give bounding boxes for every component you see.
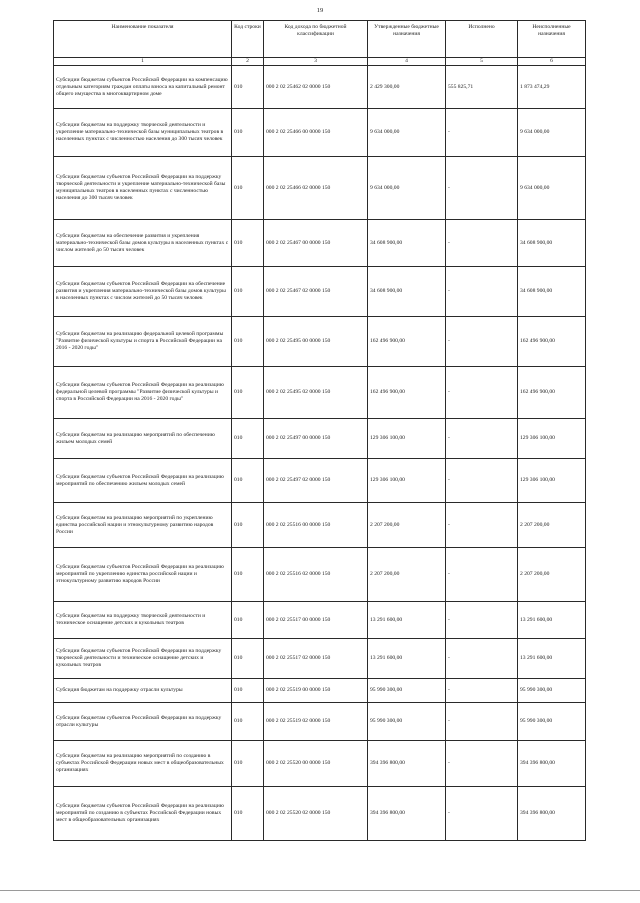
row-approved: 129 306 100,00 [368,419,446,459]
row-approved: 394 396 800,00 [368,787,446,841]
row-line-code: 010 [232,220,264,267]
table-row [54,703,586,741]
row-executed: - [446,548,518,602]
row-name: Субсидии бюджетам на поддержку творческой деятельности и укрепление материально-технической базы муниципальных театров в населенных пунктах с численностью населения до 300 тысяч человек [54,109,232,157]
row-line-code: 010 [232,703,264,741]
row-income-code: 000 2 02 25520 02 0000 150 [264,787,368,841]
row-approved: 9 634 000,00 [368,157,446,220]
row-name: Субсидии бюджетам субъектов Российской Федерации на поддержку творческой деятельности и техническое оснащение детских и кукольных театров [54,639,232,679]
row-line-code: 010 [232,66,264,109]
row-executed: 555 825,71 [446,66,518,109]
row-executed: - [446,109,518,157]
row-line-code: 010 [232,741,264,787]
row-name: Субсидии бюджетам на реализацию федеральной целевой программы "Развитие физической культуры и спорта в Российской Федерации на 2016 - 2020 годы" [54,317,232,367]
header-row [54,21,586,58]
row-name: Субсидии бюджетам субъектов Российской Федерации на компенсацию отдельным категориям граждан оплаты взноса на капитальный ремонт общего имущества в многоквартирном доме [54,66,232,109]
row-approved: 34 608 900,00 [368,220,446,267]
row-income-code: 000 2 02 25467 02 0000 150 [264,267,368,317]
header-remaining: Неисполненные назначения [518,21,586,58]
row-approved: 129 306 100,00 [368,459,446,503]
table-row [54,787,586,841]
row-executed: - [446,157,518,220]
row-line-code: 010 [232,109,264,157]
row-name: Субсидии бюджетам субъектов Российской Федерации на реализацию мероприятий по укреплению единства российской нации и этнокультурному развитию народов России [54,548,232,602]
row-remaining: 95 990 300,00 [518,679,586,703]
row-line-code: 010 [232,548,264,602]
page-bottom-rule [0,890,640,891]
column-number: 6 [518,58,586,66]
table-row [54,109,586,157]
row-line-code: 010 [232,267,264,317]
table-row [54,367,586,419]
budget-execution-table [53,20,586,841]
table-row [54,157,586,220]
row-income-code: 000 2 02 25467 00 0000 150 [264,220,368,267]
row-remaining: 9 634 000,00 [518,157,586,220]
table-row [54,459,586,503]
row-income-code: 000 2 02 25497 02 0000 150 [264,459,368,503]
row-income-code: 000 2 02 25497 00 0000 150 [264,419,368,459]
row-income-code: 000 2 02 25466 00 0000 150 [264,109,368,157]
column-number: 4 [368,58,446,66]
row-approved: 95 990 300,00 [368,703,446,741]
row-executed: - [446,703,518,741]
row-remaining: 162 496 900,00 [518,317,586,367]
table-row [54,602,586,639]
row-line-code: 010 [232,367,264,419]
header-approved: Утвержденные бюджетные назначения [368,21,446,58]
row-executed: - [446,220,518,267]
row-remaining: 95 990 300,00 [518,703,586,741]
row-approved: 162 496 900,00 [368,367,446,419]
row-remaining: 1 873 474,29 [518,66,586,109]
row-executed: - [446,679,518,703]
row-remaining: 2 207 200,00 [518,548,586,602]
row-executed: - [446,419,518,459]
row-remaining: 2 207 200,00 [518,503,586,548]
row-approved: 9 634 000,00 [368,109,446,157]
row-approved: 394 396 800,00 [368,741,446,787]
row-remaining: 34 608 900,00 [518,220,586,267]
row-approved: 2 207 200,00 [368,548,446,602]
row-remaining: 9 634 000,00 [518,109,586,157]
row-name: Субсидии бюджетам субъектов Российской Федерации на обеспечение развития и укрепления материально-технической базы домов культуры в населенных пунктах с числом жителей до 50 тысяч человек [54,267,232,317]
row-approved: 162 496 900,00 [368,317,446,367]
row-name: Субсидии бюджетам субъектов Российской Федерации на реализацию федеральной целевой программы "Развитие физической культуры и спорта в Российской Федерации на 2016 - 2020 годы" [54,367,232,419]
table-row [54,679,586,703]
table-row [54,639,586,679]
row-line-code: 010 [232,679,264,703]
row-name: Субсидии бюджетам субъектов Российской Федерации на поддержку отрасли культуры [54,703,232,741]
row-name: Субсидии бюджетам на реализацию мероприятий по созданию в субъектах Российской Федерации новых мест в общеобразовательных организациях [54,741,232,787]
row-line-code: 010 [232,639,264,679]
row-executed: - [446,741,518,787]
column-number: 3 [264,58,368,66]
row-income-code: 000 2 02 25517 00 0000 150 [264,602,368,639]
row-income-code: 000 2 02 25519 02 0000 150 [264,703,368,741]
row-income-code: 000 2 02 25462 02 0000 150 [264,66,368,109]
header-executed: Исполнено [446,21,518,58]
row-remaining: 129 306 100,00 [518,419,586,459]
row-name: Субсидии бюджетам субъектов Российской Федерации на поддержку творческой деятельности и укрепление материально-технической базы муниципальных театров в населенных пунктах с численностью населения до 300 тысяч человек [54,157,232,220]
row-approved: 34 608 900,00 [368,267,446,317]
row-executed: - [446,459,518,503]
header-line-code: Код строки [232,21,264,58]
table-row [54,741,586,787]
row-executed: - [446,503,518,548]
header-income-code: Код дохода по бюджетной классификации [264,21,368,58]
row-approved: 13 291 600,00 [368,602,446,639]
row-income-code: 000 2 02 25495 02 0000 150 [264,367,368,419]
table-row [54,317,586,367]
row-approved: 2 207 200,00 [368,503,446,548]
row-name: Субсидии бюджетам субъектов Российской Федерации на реализацию мероприятий по созданию в субъектах Российской Федерации новых мест в общеобразовательных организациях [54,787,232,841]
row-line-code: 010 [232,157,264,220]
row-executed: - [446,787,518,841]
page-number: 19 [316,7,324,14]
row-name: Субсидии бюджетам субъектов Российской Федерации на реализацию мероприятий по обеспечению жильем молодых семей [54,459,232,503]
row-line-code: 010 [232,602,264,639]
row-remaining: 394 396 800,00 [518,741,586,787]
column-number-row [54,58,586,66]
column-number: 5 [446,58,518,66]
row-name: Субсидии бюджетам на обеспечение развития и укрепления материально-технической базы домов культуры в населенных пунктах с числом жителей до 50 тысяч человек [54,220,232,267]
row-line-code: 010 [232,503,264,548]
row-line-code: 010 [232,317,264,367]
row-income-code: 000 2 02 25520 00 0000 150 [264,741,368,787]
table-row [54,66,586,109]
row-executed: - [446,639,518,679]
row-income-code: 000 2 02 25516 00 0000 150 [264,503,368,548]
row-income-code: 000 2 02 25516 02 0000 150 [264,548,368,602]
row-name: Субсидии бюджетам на реализацию мероприятий по обеспечению жильем молодых семей [54,419,232,459]
row-name: Субсидия бюджетам на поддержку отрасли культуры [54,679,232,703]
table-row [54,267,586,317]
row-line-code: 010 [232,459,264,503]
row-approved: 95 990 300,00 [368,679,446,703]
row-line-code: 010 [232,787,264,841]
header-indicator-name: Наименование показателя [54,21,232,58]
row-remaining: 394 396 800,00 [518,787,586,841]
row-remaining: 13 291 600,00 [518,639,586,679]
table-row [54,220,586,267]
row-income-code: 000 2 02 25519 00 0000 150 [264,679,368,703]
row-line-code: 010 [232,419,264,459]
row-income-code: 000 2 02 25495 00 0000 150 [264,317,368,367]
table-row [54,548,586,602]
row-approved: 13 291 600,00 [368,639,446,679]
row-income-code: 000 2 02 25466 02 0000 150 [264,157,368,220]
row-executed: - [446,367,518,419]
table-row [54,419,586,459]
row-income-code: 000 2 02 25517 02 0000 150 [264,639,368,679]
row-remaining: 129 306 100,00 [518,459,586,503]
row-remaining: 34 608 900,00 [518,267,586,317]
row-name: Субсидии бюджетам на реализацию мероприятий по укреплению единства российской нации и этнокультурному развитию народов России [54,503,232,548]
row-executed: - [446,317,518,367]
column-number: 1 [54,58,232,66]
row-executed: - [446,267,518,317]
row-remaining: 162 496 900,00 [518,367,586,419]
table-row [54,503,586,548]
column-number: 2 [232,58,264,66]
row-approved: 2 429 300,00 [368,66,446,109]
row-remaining: 13 291 600,00 [518,602,586,639]
row-executed: - [446,602,518,639]
row-name: Субсидии бюджетам на поддержку творческой деятельности и техническое оснащение детских и кукольных театров [54,602,232,639]
